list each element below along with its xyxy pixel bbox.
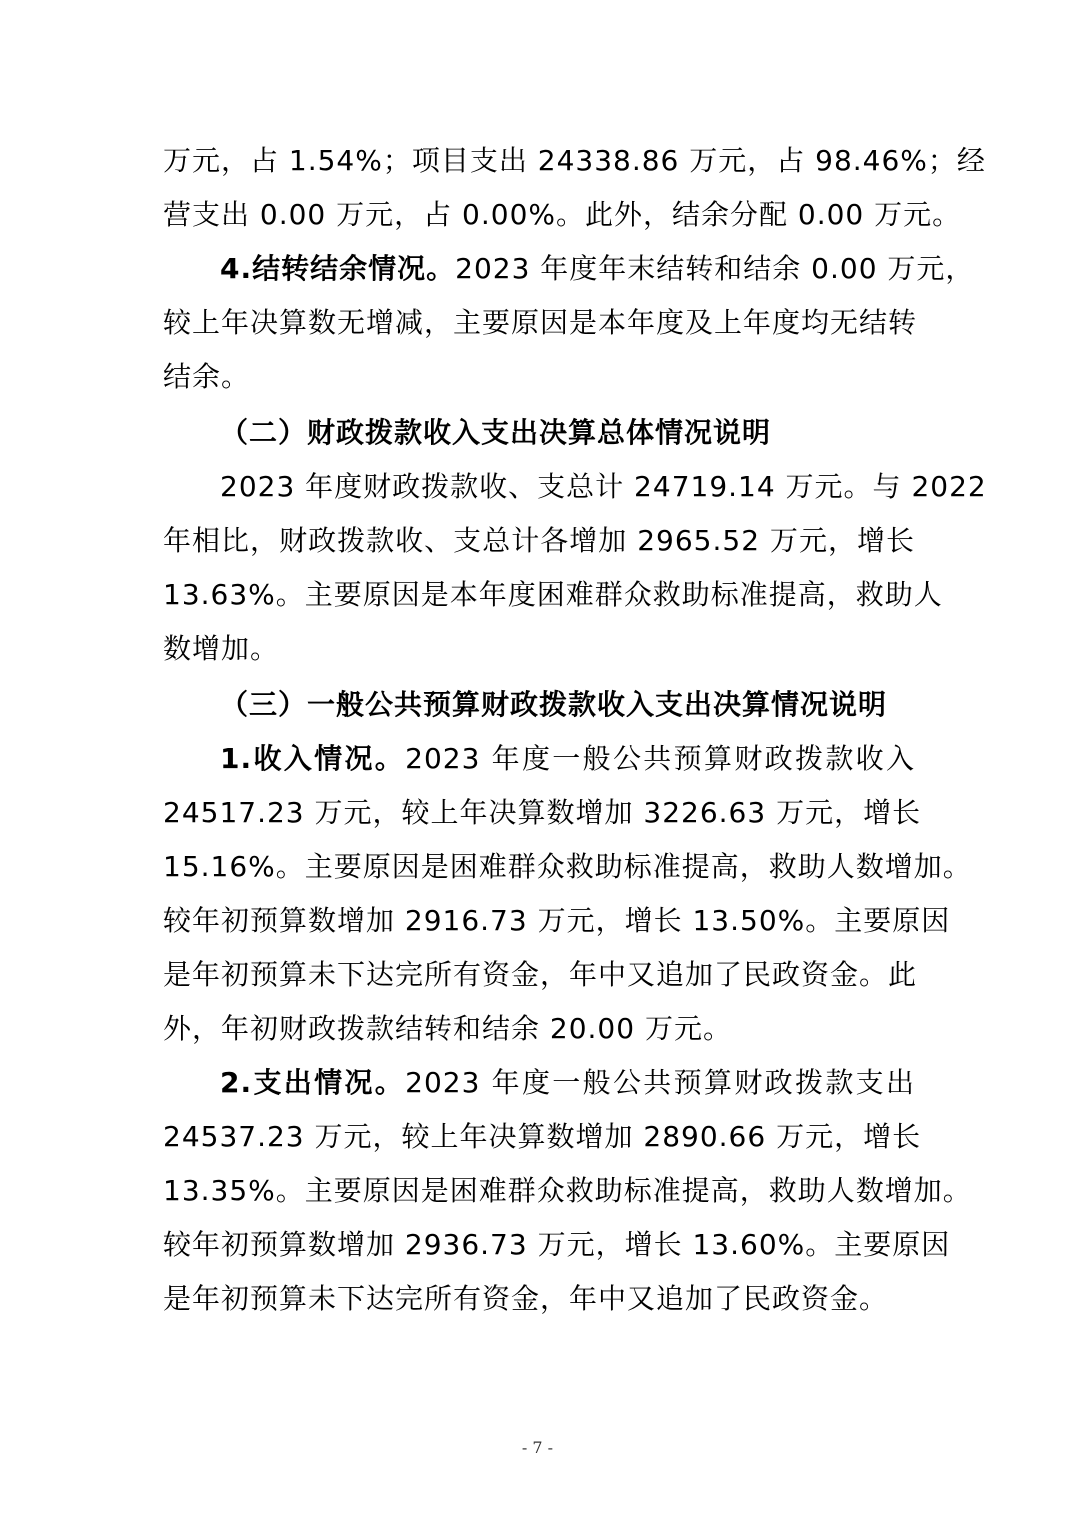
paragraph-lead: 1.收入情况。 (220, 742, 406, 775)
body-line: 年相比，财政拨款收、支总计各增加 2965.52 万元，增长 (163, 524, 915, 557)
body-line: 24537.23 万元，较上年决算数增加 2890.66 万元，增长 (163, 1120, 922, 1153)
body-line: 13.35%。主要原因是困难群众救助标准提高，救助人数增加。 (163, 1174, 972, 1207)
paragraph-carryover-balance (220, 252, 975, 286)
section-heading-2: （二）财政拨款收入支出决算总体情况说明 (220, 416, 772, 449)
paragraph-text: 2023 年度年末结转和结余 0.00 万元， (455, 252, 975, 285)
body-line: 数增加。 (163, 632, 280, 665)
body-line: 万元，占 1.54%；项目支出 24338.86 万元，占 98.46%；经 (163, 144, 986, 177)
body-line: 24517.23 万元，较上年决算数增加 3226.63 万元，增长 (163, 796, 922, 829)
page-number: - 7 - (521, 1438, 554, 1457)
body-line: 13.63%。主要原因是本年度困难群众救助标准提高，救助人 (163, 578, 943, 611)
body-line: 较年初预算数增加 2936.73 万元，增长 13.60%。主要原因 (163, 1228, 951, 1261)
paragraph-text: 2023 年度一般公共预算财政拨款收入 (405, 742, 915, 775)
paragraph-lead: 4.结转结余情况。 (220, 252, 456, 285)
body-line: 较上年决算数无增减，主要原因是本年度及上年度均无结转 (163, 306, 918, 339)
paragraph-text: 2023 年度一般公共预算财政拨款支出 (405, 1066, 915, 1099)
body-line: 2023 年度财政拨款收、支总计 24719.14 万元。与 2022 (220, 470, 987, 503)
body-line: 结余。 (163, 360, 251, 393)
body-line: 是年初预算未下达完所有资金，年中又追加了民政资金。 (163, 1282, 889, 1315)
body-line: 较年初预算数增加 2916.73 万元，增长 13.50%。主要原因 (163, 904, 951, 937)
body-line: 外，年初财政拨款结转和结余 20.00 万元。 (163, 1012, 732, 1045)
paragraph-lead: 2.支出情况。 (220, 1066, 406, 1099)
body-line: 营支出 0.00 万元，占 0.00%。此外，结余分配 0.00 万元。 (163, 198, 962, 231)
body-line: 15.16%。主要原因是困难群众救助标准提高，救助人数增加。 (163, 850, 972, 883)
paragraph-expenditure (220, 1066, 915, 1100)
section-heading-3: （三）一般公共预算财政拨款收入支出决算情况说明 (220, 688, 888, 721)
paragraph-income (220, 742, 915, 776)
body-line: 是年初预算未下达完所有资金，年中又追加了民政资金。此 (163, 958, 918, 991)
